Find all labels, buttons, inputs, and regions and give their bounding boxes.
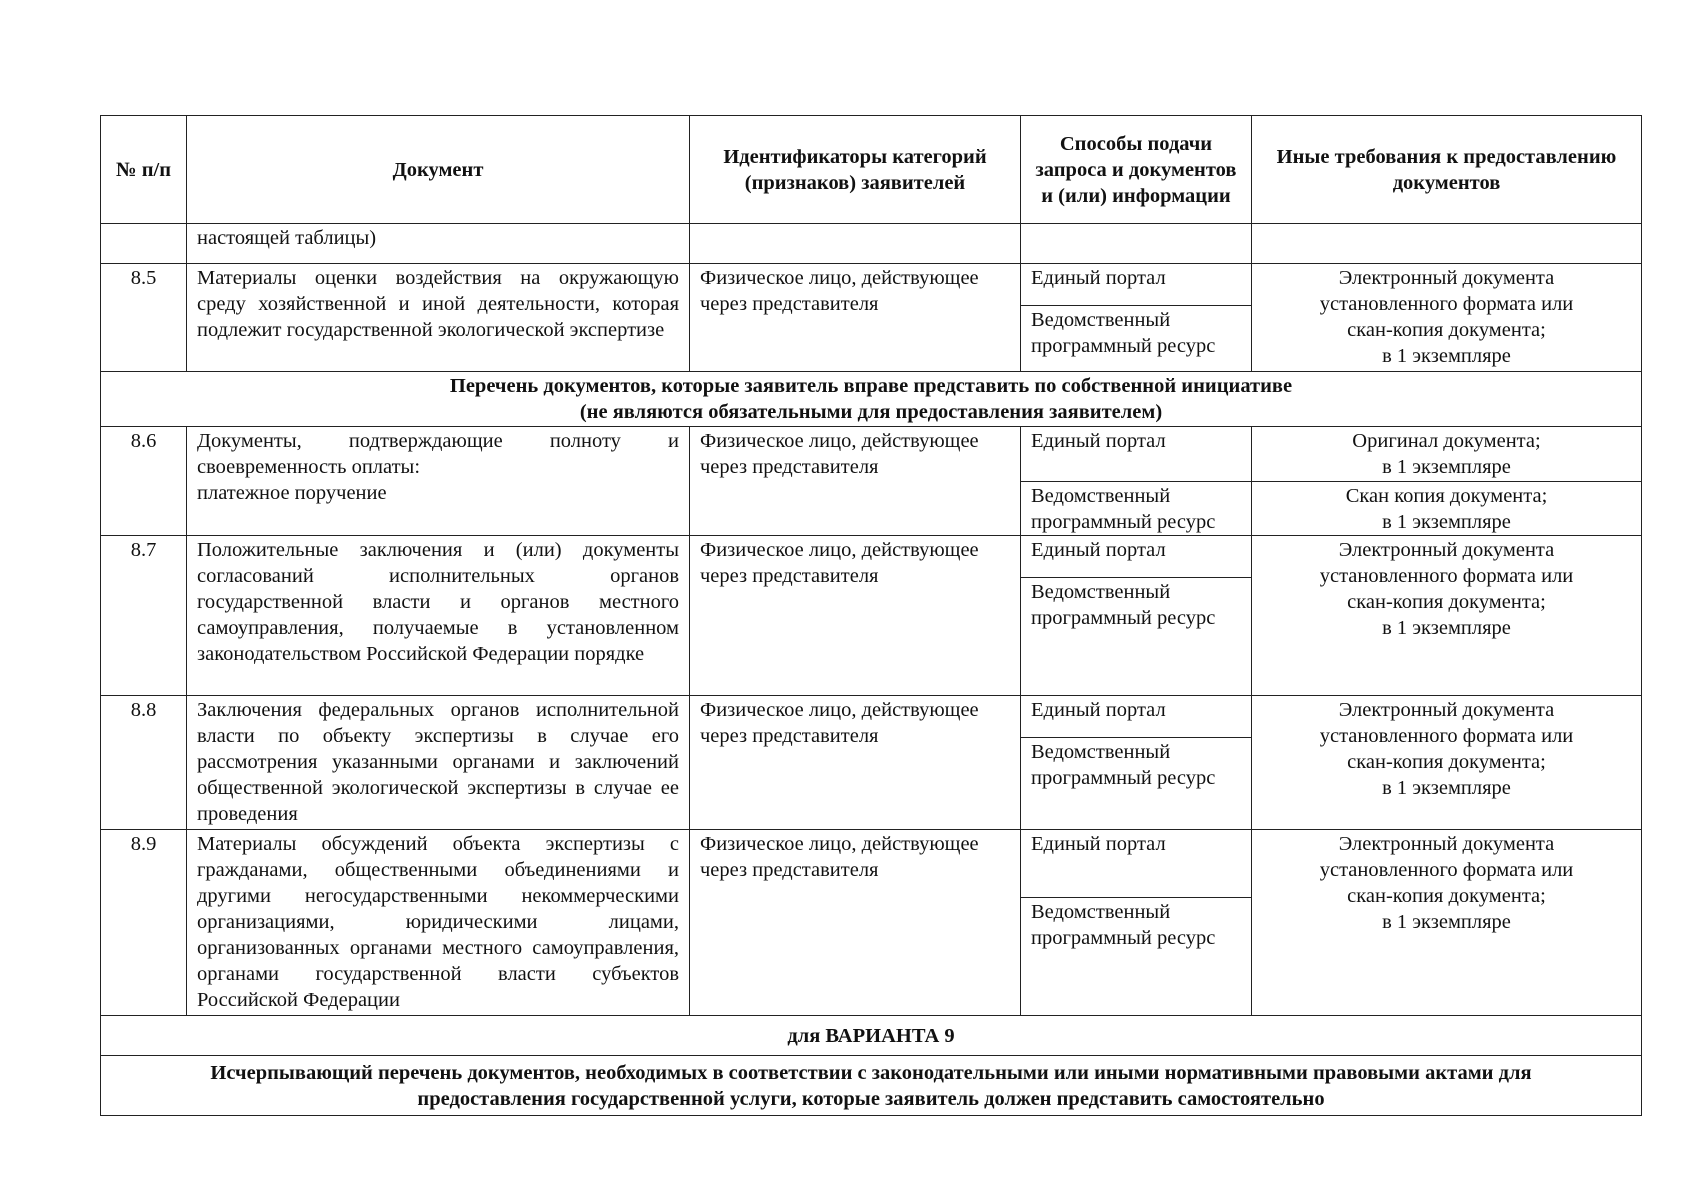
requirement-line: скан-копия документа; <box>1347 591 1546 613</box>
header-number: № п/п <box>101 116 187 224</box>
row-number: 8.5 <box>101 264 187 372</box>
method-unified-portal: Единый портал <box>1021 696 1251 738</box>
method-department-resource: Ведомственный программный ресурс <box>1031 581 1216 629</box>
method-department-resource: Ведомственный программный ресурс <box>1031 485 1216 533</box>
section-header-row <box>101 1016 1642 1056</box>
row-applicant-category: Физическое лицо, действующее через представителя <box>690 696 1021 830</box>
section-header-row <box>101 372 1642 427</box>
method-department-resource: Ведомственный программный ресурс <box>1031 901 1216 949</box>
requirement-scan <box>1252 482 1641 535</box>
row-document: Положительные заключения и (или) документы согласований исполнительных органов государственной власти и органов местного самоуправления, получаемые в установленном законодательством Российской Федерации порядке <box>187 536 690 696</box>
requirement-line: Электронный документа <box>1338 699 1555 721</box>
row-number: 8.8 <box>101 696 187 830</box>
row-submission-methods <box>1021 830 1252 1016</box>
table-row <box>101 696 1642 830</box>
section-heading-variant: для ВАРИАНТА 9 <box>101 1016 1642 1056</box>
row-applicant-category: Физическое лицо, действующее через представителя <box>690 536 1021 696</box>
row-document: Материалы обсуждений объекта экспертизы с гражданами, общественными объединениями и другими негосударственными некоммерческими организациями, юридическими лицами, организованных органами местного самоуправления, органами государственной власти субъектов Российской Федерации <box>187 830 690 1016</box>
requirement-line: скан-копия документа; <box>1347 319 1546 341</box>
requirement-original <box>1252 427 1641 482</box>
requirement-line: в 1 экземпляре <box>1382 456 1511 478</box>
table-header-row <box>101 116 1642 224</box>
row-requirements <box>1252 696 1642 830</box>
row-submission-methods <box>1021 696 1252 830</box>
row-requirements <box>1252 536 1642 696</box>
row-document: Материалы оценки воздействия на окружающую среду хозяйственной и иной деятельности, которая подлежит государственной экологической экспертизе <box>187 264 690 372</box>
requirement-line: Электронный документа <box>1338 267 1555 289</box>
section-heading-line: предоставления государственной услуги, которые заявитель должен представить самостоятельно <box>417 1087 1325 1110</box>
section-header-row <box>101 1056 1642 1116</box>
row-requirements <box>1252 427 1642 536</box>
row-submission-methods <box>1021 427 1252 536</box>
requirement-line: скан-копия документа; <box>1347 751 1546 773</box>
header-other-requirements: Иные требования к предоставлению документов <box>1252 116 1642 224</box>
requirement-line: Электронный документа <box>1338 833 1555 855</box>
method-department-resource: Ведомственный программный ресурс <box>1031 741 1216 789</box>
requirement-line: Скан копия документа; <box>1345 485 1548 507</box>
requirement-line: установленного формата или <box>1319 725 1574 747</box>
header-document: Документ <box>187 116 690 224</box>
row-submission-method <box>1021 224 1252 264</box>
row-requirements <box>1252 830 1642 1016</box>
header-submission-methods: Способы подачи запроса и документов и (или) информации <box>1021 116 1252 224</box>
method-unified-portal: Единый портал <box>1021 427 1251 482</box>
row-number: 8.6 <box>101 427 187 536</box>
requirement-line: скан-копия документа; <box>1347 885 1546 907</box>
section-heading-line: Перечень документов, которые заявитель вправе представить по собственной инициативе <box>449 375 1293 397</box>
requirement-line: установленного формата или <box>1319 293 1574 315</box>
row-number <box>101 224 187 264</box>
row-number: 8.9 <box>101 830 187 1016</box>
table-row <box>101 224 1642 264</box>
row-submission-methods <box>1021 536 1252 696</box>
method-unified-portal: Единый портал <box>1021 536 1251 578</box>
document-text: платежное поручение <box>197 482 387 504</box>
row-document: Заключения федеральных органов исполнительной власти по объекту экспертизы в случае его рассмотрения указанными органами и заключений общественной экологической экспертизы в случае ее проведения <box>187 696 690 830</box>
document-text: Документы, подтверждающие полноту и своевременность оплаты: <box>197 430 679 478</box>
requirement-line: установленного формата или <box>1319 565 1574 587</box>
requirement-line: Оригинал документа; <box>1352 430 1541 452</box>
method-department-resource: Ведомственный программный ресурс <box>1031 309 1216 357</box>
table-row <box>101 264 1642 372</box>
requirement-line: Электронный документа <box>1338 539 1555 561</box>
row-submission-methods <box>1021 264 1252 372</box>
table-row <box>101 427 1642 536</box>
method-unified-portal: Единый портал <box>1021 264 1251 306</box>
row-applicant-category: Физическое лицо, действующее через представителя <box>690 264 1021 372</box>
row-document: настоящей таблицы) <box>187 224 690 264</box>
requirement-line: установленного формата или <box>1319 859 1574 881</box>
row-applicant-category <box>690 224 1021 264</box>
row-document <box>187 427 690 536</box>
row-requirements <box>1252 224 1642 264</box>
section-heading-mandatory <box>101 1056 1642 1116</box>
table-row <box>101 830 1642 1016</box>
requirement-line: в 1 экземпляре <box>1382 511 1511 533</box>
requirement-line: в 1 экземпляре <box>1382 617 1511 639</box>
requirement-line: в 1 экземпляре <box>1382 345 1511 367</box>
table-row <box>101 536 1642 696</box>
section-heading-optional <box>101 372 1642 427</box>
requirement-line: в 1 экземпляре <box>1382 911 1511 933</box>
row-applicant-category: Физическое лицо, действующее через представителя <box>690 427 1021 536</box>
section-heading-line: (не являются обязательными для предоставления заявителем) <box>579 401 1163 423</box>
method-unified-portal: Единый портал <box>1021 830 1251 898</box>
row-number: 8.7 <box>101 536 187 696</box>
row-applicant-category: Физическое лицо, действующее через представителя <box>690 830 1021 1016</box>
header-applicant-categories: Идентификаторы категорий (признаков) заявителей <box>690 116 1021 224</box>
documents-table <box>100 115 1642 1116</box>
requirement-line: в 1 экземпляре <box>1382 777 1511 799</box>
row-requirements <box>1252 264 1642 372</box>
section-heading-line: Исчерпывающий перечень документов, необходимых в соответствии с законодательными или иными нормативными правовыми актами для <box>210 1061 1532 1084</box>
